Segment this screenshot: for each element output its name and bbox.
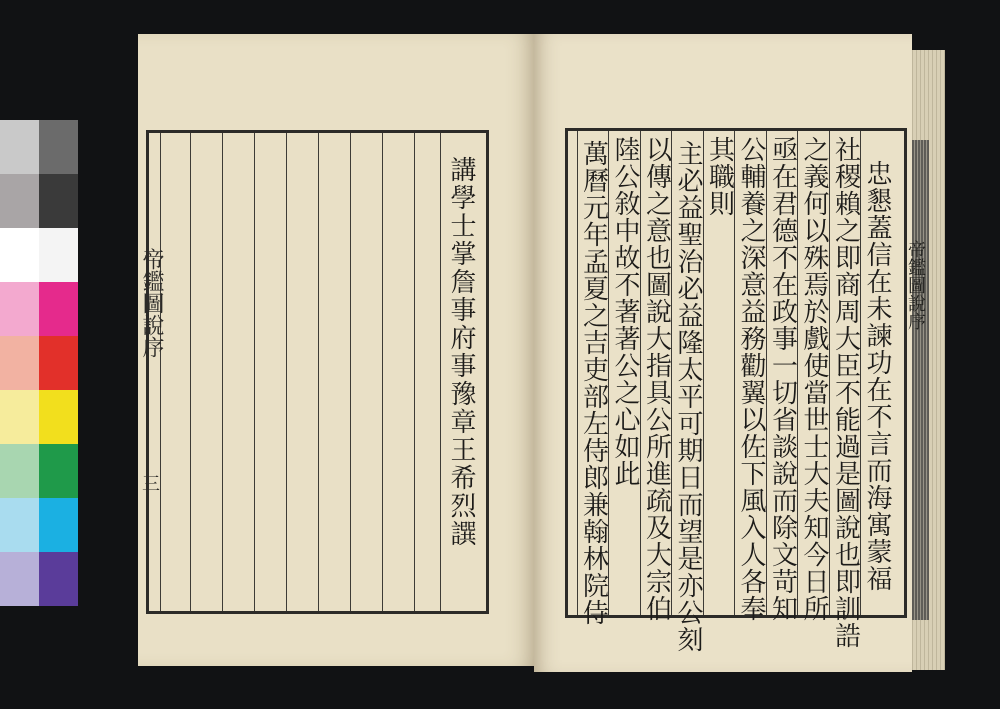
color-swatch-8-right	[39, 498, 78, 552]
color-swatch-3-right	[39, 228, 78, 282]
left-column-rule	[350, 133, 351, 611]
color-calibration-card	[0, 120, 78, 606]
right-text-column-2: 社稷賴之即商周大臣不能過是圖說也即訓誥	[830, 136, 861, 649]
right-text-column-6: 其職則	[704, 136, 735, 217]
color-swatch-5-left	[0, 336, 39, 390]
left-column-rule	[222, 133, 223, 611]
color-swatch-7-right	[39, 444, 78, 498]
left-column-rule	[382, 133, 383, 611]
left-text-column: 講學士掌詹事府事豫章王希烈譔	[446, 156, 476, 548]
left-column-rule	[414, 133, 415, 611]
left-column-rule	[440, 133, 441, 611]
color-swatch-1-left	[0, 120, 39, 174]
color-swatch-2-right	[39, 174, 78, 228]
color-swatch-2-left	[0, 174, 39, 228]
right-margin-title: 帝鑑圖說序	[905, 240, 926, 330]
right-text-column-1: 忠懇蓋信在未諫功在不言而海寓蒙福	[862, 160, 892, 592]
left-column-rule	[254, 133, 255, 611]
right-text-column-8: 以傳之意也圖說大指具公所進疏及大宗伯	[641, 136, 672, 622]
left-column-rule	[160, 133, 161, 611]
right-text-column-5: 公輔養之深意益務勸翼以佐下風入人各奉	[736, 136, 766, 622]
left-folio-number: 三	[142, 474, 160, 495]
color-swatch-7-left	[0, 444, 39, 498]
left-column-rule	[318, 133, 319, 611]
color-swatch-1-right	[39, 120, 78, 174]
right-text-column-9: 陸公敘中故不著著公之心如此	[610, 136, 640, 487]
color-swatch-8-left	[0, 498, 39, 552]
left-column-rule	[286, 133, 287, 611]
color-swatch-3-left	[0, 228, 39, 282]
color-swatch-9-right	[39, 552, 78, 606]
right-text-column-10: 萬曆元年孟夏之吉吏部左侍郎兼翰林院侍	[578, 140, 609, 626]
color-swatch-4-right	[39, 282, 78, 336]
color-swatch-6-left	[0, 390, 39, 444]
color-swatch-9-left	[0, 552, 39, 606]
right-text-column-7: 主必益聖治必益隆太平可期日而望是亦公刻	[673, 140, 703, 653]
left-column-rule	[190, 133, 191, 611]
right-column-rule	[577, 131, 578, 615]
left-margin-title: 帝鑑圖說序	[139, 248, 164, 358]
right-text-column-4: 亟在君德不在政事一切省談說而除文苛知	[767, 136, 798, 622]
right-text-column-3: 之義何以殊焉於戲使當世士大夫知今日所	[799, 136, 829, 622]
color-swatch-5-right	[39, 336, 78, 390]
color-swatch-6-right	[39, 390, 78, 444]
color-swatch-4-left	[0, 282, 39, 336]
